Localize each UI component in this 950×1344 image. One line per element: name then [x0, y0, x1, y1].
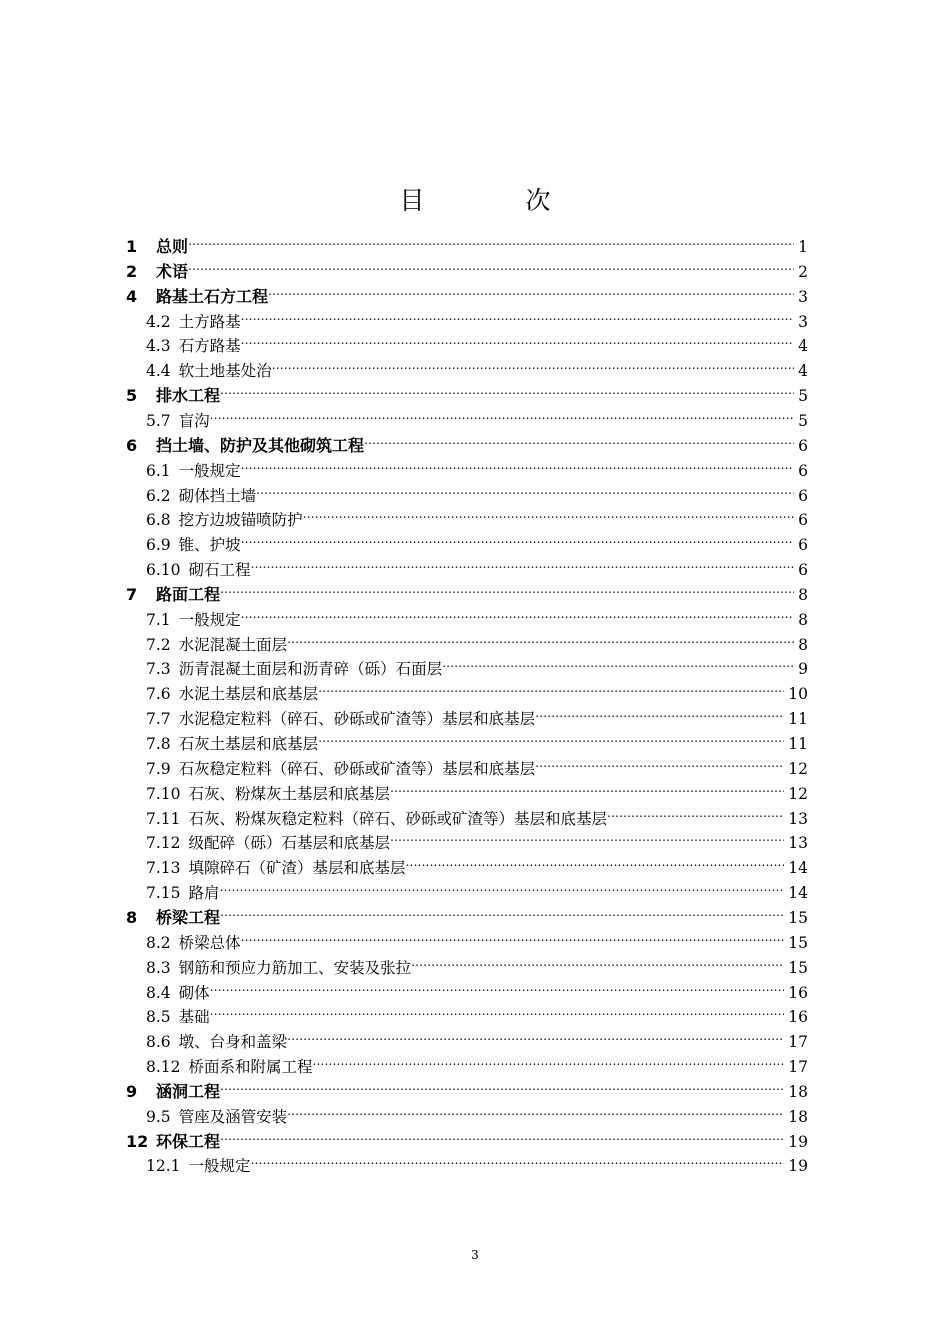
- toc-entry-page: 6: [798, 461, 808, 480]
- toc-section-entry[interactable]: [146, 948, 808, 977]
- toc-dot-leader: [303, 500, 794, 525]
- toc-entry-label: 桥面系和附属工程: [188, 1058, 313, 1077]
- toc-entry-page: 12: [788, 784, 808, 803]
- toc-entry-number: 7.15: [146, 884, 181, 903]
- toc-dot-leader: [210, 997, 785, 1022]
- toc-chapter-entry[interactable]: [126, 252, 808, 281]
- toc-entry-number: 7.7: [146, 710, 171, 729]
- toc-entry-number: 9: [126, 1081, 138, 1101]
- toc-section-entry[interactable]: [146, 873, 808, 903]
- toc-entry-label: 水泥混凝土面层: [178, 635, 288, 654]
- toc-entry-label: 锥、护坡: [178, 536, 241, 555]
- toc-dot-leader: [272, 351, 794, 376]
- toc-entry-label: 总则: [156, 237, 189, 256]
- toc-entry-label: 土方路基: [178, 312, 241, 331]
- toc-entry-page: 4: [798, 362, 808, 381]
- toc-section-entry[interactable]: [146, 848, 808, 878]
- toc-entry-number: 6.8: [146, 511, 171, 530]
- toc-chapter-entry[interactable]: [126, 227, 808, 256]
- toc-chapter-entry[interactable]: [126, 277, 808, 306]
- toc-section-entry[interactable]: [146, 401, 808, 430]
- toc-entry-number: 7.8: [146, 735, 171, 753]
- toc-section-entry[interactable]: [146, 600, 808, 629]
- toc-section-entry[interactable]: [146, 699, 808, 729]
- toc-entry-page: 15: [788, 908, 808, 927]
- toc-dot-leader: [220, 575, 794, 600]
- toc-entry-number: 12: [126, 1131, 149, 1151]
- toc-dot-leader: [220, 376, 794, 401]
- toc-section-entry[interactable]: [146, 351, 808, 381]
- toc-entry-page: 19: [788, 1132, 808, 1151]
- toc-entry-number: 6.2: [146, 486, 171, 505]
- toc-entry-page: 18: [788, 1107, 808, 1126]
- toc-dot-leader: [241, 451, 794, 476]
- toc-dot-leader: [220, 898, 784, 923]
- toc-entry-label: 水泥稳定粒料（碎石、砂砾或矿渣等）基层和底基层: [178, 710, 536, 729]
- toc-entry-label: 钢筋和预应力筋加工、安装及张拉: [178, 958, 412, 977]
- toc-entry-number: 5.7: [146, 411, 171, 430]
- toc-dot-leader: [188, 227, 794, 252]
- toc-dot-leader: [535, 749, 784, 774]
- toc-chapter-entry[interactable]: [126, 376, 808, 406]
- toc-section-entry[interactable]: [146, 525, 808, 555]
- toc-dot-leader: [251, 1146, 785, 1171]
- toc-section-entry[interactable]: [146, 649, 808, 679]
- toc-entry-number: 7.10: [146, 784, 181, 803]
- toc-entry-page: 3: [798, 287, 808, 306]
- toc-dot-leader: [220, 873, 785, 898]
- toc-entry-label: 一般规定: [178, 610, 241, 629]
- toc-entry-label: 路肩: [188, 884, 220, 903]
- toc-entry-page: 8: [798, 610, 808, 629]
- toc-entry-page: 5: [798, 411, 808, 430]
- toc-entry-label: 盲沟: [178, 411, 210, 430]
- toc-entry-page: 16: [788, 983, 808, 1002]
- toc-entry-number: 4.4: [146, 362, 171, 381]
- toc-entry-number: 7.1: [146, 610, 171, 629]
- toc-chapter-entry[interactable]: [126, 1122, 808, 1151]
- toc-dot-leader: [390, 823, 784, 848]
- toc-dot-leader: [268, 277, 794, 302]
- toc-section-entry[interactable]: [146, 774, 808, 803]
- toc-entry-page: 13: [788, 834, 808, 853]
- toc-entry-number: 6: [126, 435, 138, 455]
- toc-entry-page: 15: [788, 933, 808, 952]
- toc-entry-label: 砌体挡土墙: [178, 486, 257, 505]
- toc-entry-number: 4: [126, 286, 138, 306]
- toc-entry-label: 软土地基处治: [178, 362, 272, 381]
- toc-entry-page: 11: [788, 710, 808, 729]
- toc-entry-label: 路基土石方工程: [156, 286, 269, 306]
- toc-entry-label: 填隙碎石（矿渣）基层和底基层: [188, 859, 406, 878]
- toc-entry-page: 2: [798, 262, 808, 281]
- toc-entry-label: 水泥土基层和底基层: [178, 685, 319, 704]
- toc-section-entry[interactable]: [146, 1146, 808, 1176]
- toc-entry-label: 墩、台身和盖梁: [178, 1033, 288, 1052]
- page-title: 目 次: [399, 186, 589, 215]
- toc-dot-leader: [442, 649, 794, 674]
- toc-entry-label: 石灰、粉煤灰土基层和底基层: [188, 784, 391, 803]
- toc-entry-page: 1: [798, 238, 808, 256]
- toc-entry-number: 7.6: [146, 685, 171, 704]
- toc-dot-leader: [241, 923, 785, 948]
- toc-entry-page: 6: [798, 536, 808, 555]
- toc-entry-label: 石灰、粉煤灰稳定粒料（碎石、砂砾或矿渣等）基层和底基层: [188, 809, 608, 828]
- toc-section-entry[interactable]: [146, 1047, 808, 1077]
- toc-entry-number: 6.9: [146, 536, 171, 555]
- toc-entry-label: 砌体: [178, 983, 210, 1002]
- toc-entry-page: 6: [798, 486, 808, 505]
- toc-entry-page: 4: [798, 337, 808, 356]
- toc-entry-page: 12: [788, 759, 808, 778]
- toc-dot-leader: [318, 724, 784, 749]
- toc-dot-leader: [287, 1097, 784, 1122]
- toc-chapter-entry[interactable]: [126, 426, 808, 455]
- toc-entry-page: 3: [798, 312, 808, 331]
- toc-entry-label: 路面工程: [156, 584, 221, 604]
- toc-entry-page: 14: [788, 884, 808, 903]
- toc-section-entry[interactable]: [146, 326, 808, 356]
- toc-section-entry[interactable]: [146, 997, 808, 1027]
- toc-chapter-entry[interactable]: [126, 898, 808, 927]
- toc-entry-label: 石方路基: [178, 337, 241, 356]
- toc-entry-page: 19: [788, 1157, 808, 1176]
- toc-entry-number: 8.2: [146, 933, 171, 952]
- toc-entry-number: 8.12: [146, 1058, 181, 1077]
- toc-section-entry[interactable]: [146, 923, 808, 952]
- toc-section-entry[interactable]: [146, 625, 808, 654]
- toc-dot-leader: [256, 476, 794, 501]
- toc-section-entry[interactable]: [146, 973, 808, 1002]
- toc-dot-leader: [220, 1122, 784, 1147]
- toc-dot-leader: [210, 973, 785, 998]
- toc-section-entry[interactable]: [146, 674, 808, 704]
- toc-entry-number: 7.12: [146, 834, 181, 853]
- toc-entry-page: 16: [788, 1008, 808, 1027]
- toc-section-entry[interactable]: [146, 476, 808, 505]
- toc-entry-number: 7.11: [146, 809, 181, 828]
- toc-entry-number: 9.5: [146, 1107, 171, 1126]
- toc-entry-number: 7.2: [146, 635, 171, 654]
- toc-entry-label: 级配碎（砾）石基层和底基层: [188, 834, 391, 853]
- toc-entry-number: 12.1: [146, 1157, 181, 1176]
- toc-dot-leader: [364, 426, 794, 451]
- toc-section-entry[interactable]: [146, 1097, 808, 1126]
- toc-dot-leader: [241, 326, 794, 351]
- toc-entry-number: 8: [126, 907, 138, 927]
- toc-section-entry[interactable]: [146, 302, 808, 331]
- toc-entry-number: 7.13: [146, 859, 181, 878]
- toc-entry-page: 8: [798, 585, 808, 604]
- toc-entry-number: 8.4: [146, 983, 171, 1002]
- toc-chapter-entry[interactable]: [126, 1072, 808, 1101]
- toc-entry-number: 7.3: [146, 660, 171, 679]
- toc-dot-leader: [241, 302, 794, 327]
- toc-entry-page: 6: [798, 561, 808, 580]
- toc-entry-label: 沥青混凝土面层和沥青碎（砾）石面层: [178, 660, 443, 679]
- toc-entry-page: 8: [798, 635, 808, 654]
- toc-dot-leader: [406, 848, 785, 873]
- toc-entry-page: 18: [788, 1082, 808, 1101]
- toc-entry-page: 13: [788, 809, 808, 828]
- toc-entry-page: 17: [788, 1033, 808, 1052]
- toc-entry-number: 7: [126, 584, 138, 604]
- toc-dot-leader: [411, 948, 784, 973]
- toc-entry-label: 基础: [178, 1008, 210, 1027]
- toc-dot-leader: [390, 774, 784, 799]
- toc-dot-leader: [313, 1047, 785, 1072]
- toc-entry-label: 一般规定: [188, 1157, 251, 1176]
- toc-dot-leader: [188, 252, 794, 277]
- toc-entry-label: 挖方边坡锚喷防护: [178, 511, 303, 530]
- toc-section-entry[interactable]: [146, 724, 808, 753]
- toc-entry-label: 砌石工程: [188, 561, 251, 580]
- toc-entry-page: 10: [788, 685, 808, 704]
- toc-entry-label: 桥梁总体: [178, 933, 241, 952]
- toc-entry-page: 15: [788, 958, 808, 977]
- toc-entry-page: 5: [798, 387, 808, 406]
- toc-entry-number: 8.5: [146, 1008, 171, 1027]
- toc-entry-number: 8.3: [146, 958, 171, 977]
- toc-entry-page: 6: [798, 436, 808, 455]
- toc-entry-number: 5: [126, 386, 138, 406]
- toc-entry-label: 石灰稳定粒料（碎石、砂砾或矿渣等）基层和底基层: [178, 759, 536, 778]
- toc-entry-page: 6: [798, 511, 808, 530]
- toc-entry-number: 8.6: [146, 1033, 171, 1052]
- toc-dot-leader: [318, 674, 784, 699]
- page-number: 3: [471, 1248, 479, 1262]
- toc-section-entry[interactable]: [146, 500, 808, 530]
- toc-entry-number: 4.3: [146, 337, 171, 356]
- toc-entry-label: 挡土墙、防护及其他砌筑工程: [156, 435, 365, 455]
- toc-dot-leader: [241, 600, 794, 625]
- toc-entry-page: 9: [798, 660, 808, 679]
- toc-dot-leader: [241, 525, 794, 550]
- toc-dot-leader: [607, 799, 784, 824]
- toc-entry-number: 2: [126, 261, 138, 281]
- toc-entry-label: 桥梁工程: [156, 907, 221, 927]
- toc-entry-number: 6.1: [146, 461, 171, 480]
- toc-section-entry[interactable]: [146, 1022, 808, 1052]
- toc-section-entry[interactable]: [146, 799, 808, 828]
- toc-entry-page: 17: [788, 1058, 808, 1077]
- toc-dot-leader: [287, 625, 794, 650]
- toc-dot-leader: [220, 1072, 784, 1097]
- toc-entry-label: 一般规定: [178, 461, 241, 480]
- toc-chapter-entry[interactable]: [126, 575, 808, 604]
- toc-entry-number: 4.2: [146, 312, 171, 331]
- toc-dot-leader: [251, 550, 795, 575]
- toc-dot-leader: [210, 401, 794, 426]
- toc-entry-number: 1: [126, 237, 138, 256]
- toc-entry-number: 6.10: [146, 561, 181, 580]
- toc-section-entry[interactable]: [146, 550, 808, 580]
- toc-entry-label: 术语: [156, 261, 189, 281]
- toc-entry-number: 7.9: [146, 759, 171, 778]
- toc-entry-label: 涵洞工程: [156, 1081, 221, 1101]
- toc-entry-label: 管座及涵管安装: [178, 1107, 288, 1126]
- toc-section-entry[interactable]: [146, 823, 808, 853]
- toc-entry-page: 14: [788, 859, 808, 878]
- toc-entry-page: 11: [788, 735, 808, 753]
- toc-entry-label: 环保工程: [156, 1131, 221, 1151]
- toc-dot-leader: [535, 699, 784, 724]
- toc-dot-leader: [287, 1022, 784, 1047]
- toc-entry-label: 排水工程: [156, 386, 221, 406]
- toc-section-entry[interactable]: [146, 451, 808, 480]
- toc-section-entry[interactable]: [146, 749, 808, 778]
- toc-entry-label: 石灰土基层和底基层: [178, 735, 319, 753]
